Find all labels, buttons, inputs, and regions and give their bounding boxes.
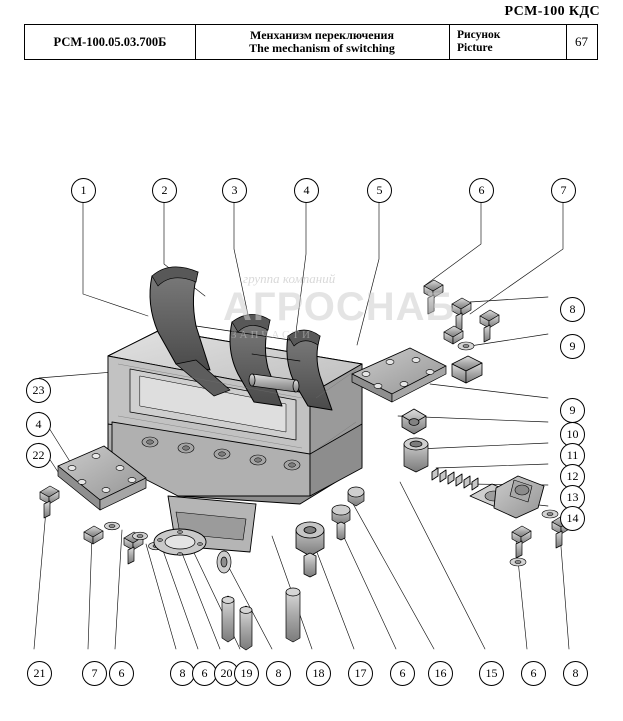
callout-balloon-12[interactable]: 12 <box>560 464 585 489</box>
callout-balloon-6[interactable]: 6 <box>521 661 546 686</box>
callout-balloon-9[interactable]: 9 <box>560 398 585 423</box>
callout-balloon-10[interactable]: 10 <box>560 422 585 447</box>
figure-label-block <box>449 25 566 59</box>
callout-balloon-8[interactable]: 8 <box>560 297 585 322</box>
callout-balloon-13[interactable]: 13 <box>560 485 585 510</box>
assembly-drawing <box>0 64 623 721</box>
part-name-en: The mechanism of switching <box>249 41 395 55</box>
callout-balloon-17[interactable]: 17 <box>348 661 373 686</box>
watermark-line3: ЗАПЧАСТИ <box>231 329 313 341</box>
model-title: РСМ-100 КДС <box>504 4 600 19</box>
callout-balloon-6[interactable]: 6 <box>109 661 134 686</box>
callout-balloon-6[interactable]: 6 <box>469 178 494 203</box>
callout-balloon-20[interactable]: 20 <box>214 661 239 686</box>
callout-balloon-7[interactable]: 7 <box>551 178 576 203</box>
callout-balloon-7[interactable]: 7 <box>82 661 107 686</box>
callout-balloon-6[interactable]: 6 <box>192 661 217 686</box>
callout-balloon-21[interactable]: 21 <box>27 661 52 686</box>
callout-balloon-23[interactable]: 23 <box>26 378 51 403</box>
callout-balloon-14[interactable]: 14 <box>560 506 585 531</box>
callout-balloon-1[interactable]: 1 <box>71 178 96 203</box>
callout-balloon-5[interactable]: 5 <box>367 178 392 203</box>
watermark-line2: АГРОСНАБ <box>223 285 456 329</box>
figure-label-en: Picture <box>457 42 493 54</box>
part-name-ru: Менханизм переключения <box>250 27 394 42</box>
callout-balloon-6[interactable]: 6 <box>390 661 415 686</box>
watermark-line1: группа компаний <box>243 271 336 286</box>
callout-balloon-8[interactable]: 8 <box>266 661 291 686</box>
callout-balloon-8[interactable]: 8 <box>563 661 588 686</box>
figure-label-ru: Рисунок <box>457 28 501 41</box>
drawing-number: РСМ-100.05.03.700Б <box>53 34 167 49</box>
callout-balloon-11[interactable]: 11 <box>560 443 585 468</box>
title-block <box>24 24 598 60</box>
callout-balloon-2[interactable]: 2 <box>152 178 177 203</box>
part-name-block <box>195 25 449 59</box>
callout-balloon-19[interactable]: 19 <box>234 661 259 686</box>
callout-balloon-16[interactable]: 16 <box>428 661 453 686</box>
exploded-assembly-illustration <box>0 64 623 721</box>
callout-balloon-4[interactable]: 4 <box>26 412 51 437</box>
callout-balloon-8[interactable]: 8 <box>170 661 195 686</box>
figure-number: 67 <box>575 34 588 49</box>
callout-balloon-4[interactable]: 4 <box>294 178 319 203</box>
callout-balloon-15[interactable]: 15 <box>479 661 504 686</box>
callout-balloon-22[interactable]: 22 <box>26 443 51 468</box>
callout-balloon-18[interactable]: 18 <box>306 661 331 686</box>
callout-balloon-9[interactable]: 9 <box>560 334 585 359</box>
callout-balloon-3[interactable]: 3 <box>222 178 247 203</box>
